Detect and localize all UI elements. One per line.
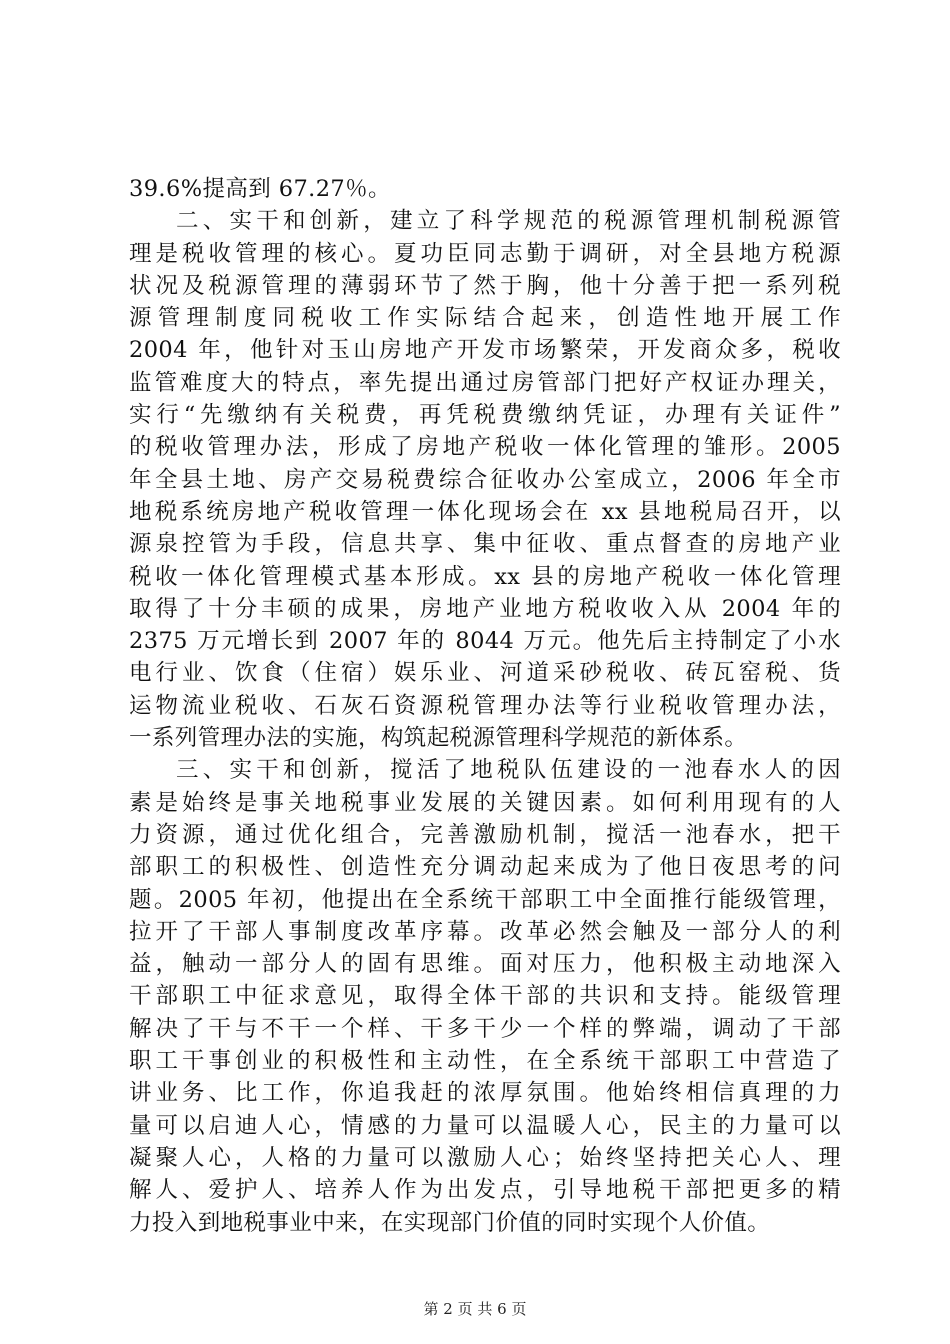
paragraph-end-line: 一系列管理办法的实施，构筑起税源管理科学规范的新体系。	[129, 725, 748, 752]
page-number-footer: 第 2 页 共 6 页	[423, 1300, 527, 1318]
text-line: 素是始终是事关地税事业发展的关键因素。如何利用现有的人	[129, 789, 841, 816]
text-line: 年全县土地、房产交易税费综合征收办公室成立，2006 年全市	[129, 466, 841, 493]
text-line: 力资源，通过优化组合，完善激励机制，搅活一池春水，把干	[129, 821, 841, 848]
text-line: 监管难度大的特点，率先提出通过房管部门把好产权证办理关，	[129, 369, 841, 396]
text-line: 职工干事创业的积极性和主动性，在全系统干部职工中营造了	[129, 1048, 841, 1075]
text-line: 解决了干与不干一个样、干多干少一个样的弊端，调动了干部	[129, 1015, 841, 1042]
text-line: 运物流业税收、石灰石资源税管理办法等行业税收管理办法，	[129, 692, 841, 719]
text-line: 凝聚人心，人格的力量可以激励人心；始终坚持把关心人、理	[129, 1144, 841, 1171]
text-line: 题。2005 年初，他提出在全系统干部职工中全面推行能级管理，	[129, 886, 841, 913]
text-line: 的税收管理办法，形成了房地产税收一体化管理的雏形。2005	[129, 434, 841, 461]
text-line: 干部职工中征求意见，取得全体干部的共识和支持。能级管理	[129, 983, 841, 1010]
text-line: 实行“先缴纳有关税费，再凭税费缴纳凭证，办理有关证件”	[129, 402, 841, 429]
text-line: 电行业、饮食（住宿）娱乐业、河道采砂税收、砖瓦窑税、货	[129, 660, 841, 687]
text-line: 源泉控管为手段，信息共享、集中征收、重点督查的房地产业	[129, 531, 841, 558]
text-line: 税收一体化管理模式基本形成。xx 县的房地产税收一体化管理	[129, 563, 841, 590]
text-line: 2004 年，他针对玉山房地产开发市场繁荣，开发商众多，税收	[129, 337, 841, 364]
text-line: 39.6%提高到 67.27％。	[129, 176, 391, 202]
document-body	[129, 173, 841, 1239]
text-line: 理是税收管理的核心。夏功臣同志勤于调研，对全县地方税源	[129, 240, 841, 267]
text-line: 拉开了干部人事制度改革序幕。改革必然会触及一部分人的利	[129, 918, 841, 945]
text-line: 取得了十分丰硕的成果，房地产业地方税收收入从 2004 年的	[129, 595, 841, 622]
text-line: 解人、爱护人、培养人作为出发点，引导地税干部把更多的精	[129, 1177, 841, 1204]
text-line: 部职工的积极性、创造性充分调动起来成为了他日夜思考的问	[129, 854, 841, 881]
text-line: 量可以启迪人心，情感的力量可以温暖人心，民主的力量可以	[129, 1112, 841, 1139]
paragraph-end-line: 力投入到地税事业中来，在实现部门价值的同时实现个人价值。	[129, 1209, 771, 1236]
text-line: 地税系统房地产税收管理一体化现场会在 xx 县地税局召开，以	[129, 498, 841, 525]
text-line: 状况及税源管理的薄弱环节了然于胸，他十分善于把一系列税	[129, 272, 841, 299]
text-line: 益，触动一部分人的固有思维。面对压力，他积极主动地深入	[129, 951, 841, 978]
paragraph-start-line: 二、实干和创新，建立了科学规范的税源管理机制税源管	[176, 208, 841, 235]
paragraph-start-line: 三、实干和创新，搅活了地税队伍建设的一池春水人的因	[176, 757, 841, 784]
text-line: 讲业务、比工作，你追我赶的浓厚氛围。他始终相信真理的力	[129, 1080, 841, 1107]
text-line: 2375 万元增长到 2007 年的 8044 万元。他先后主持制定了小水	[129, 628, 841, 655]
text-line: 源管理制度同税收工作实际结合起来，创造性地开展工作	[129, 305, 841, 332]
